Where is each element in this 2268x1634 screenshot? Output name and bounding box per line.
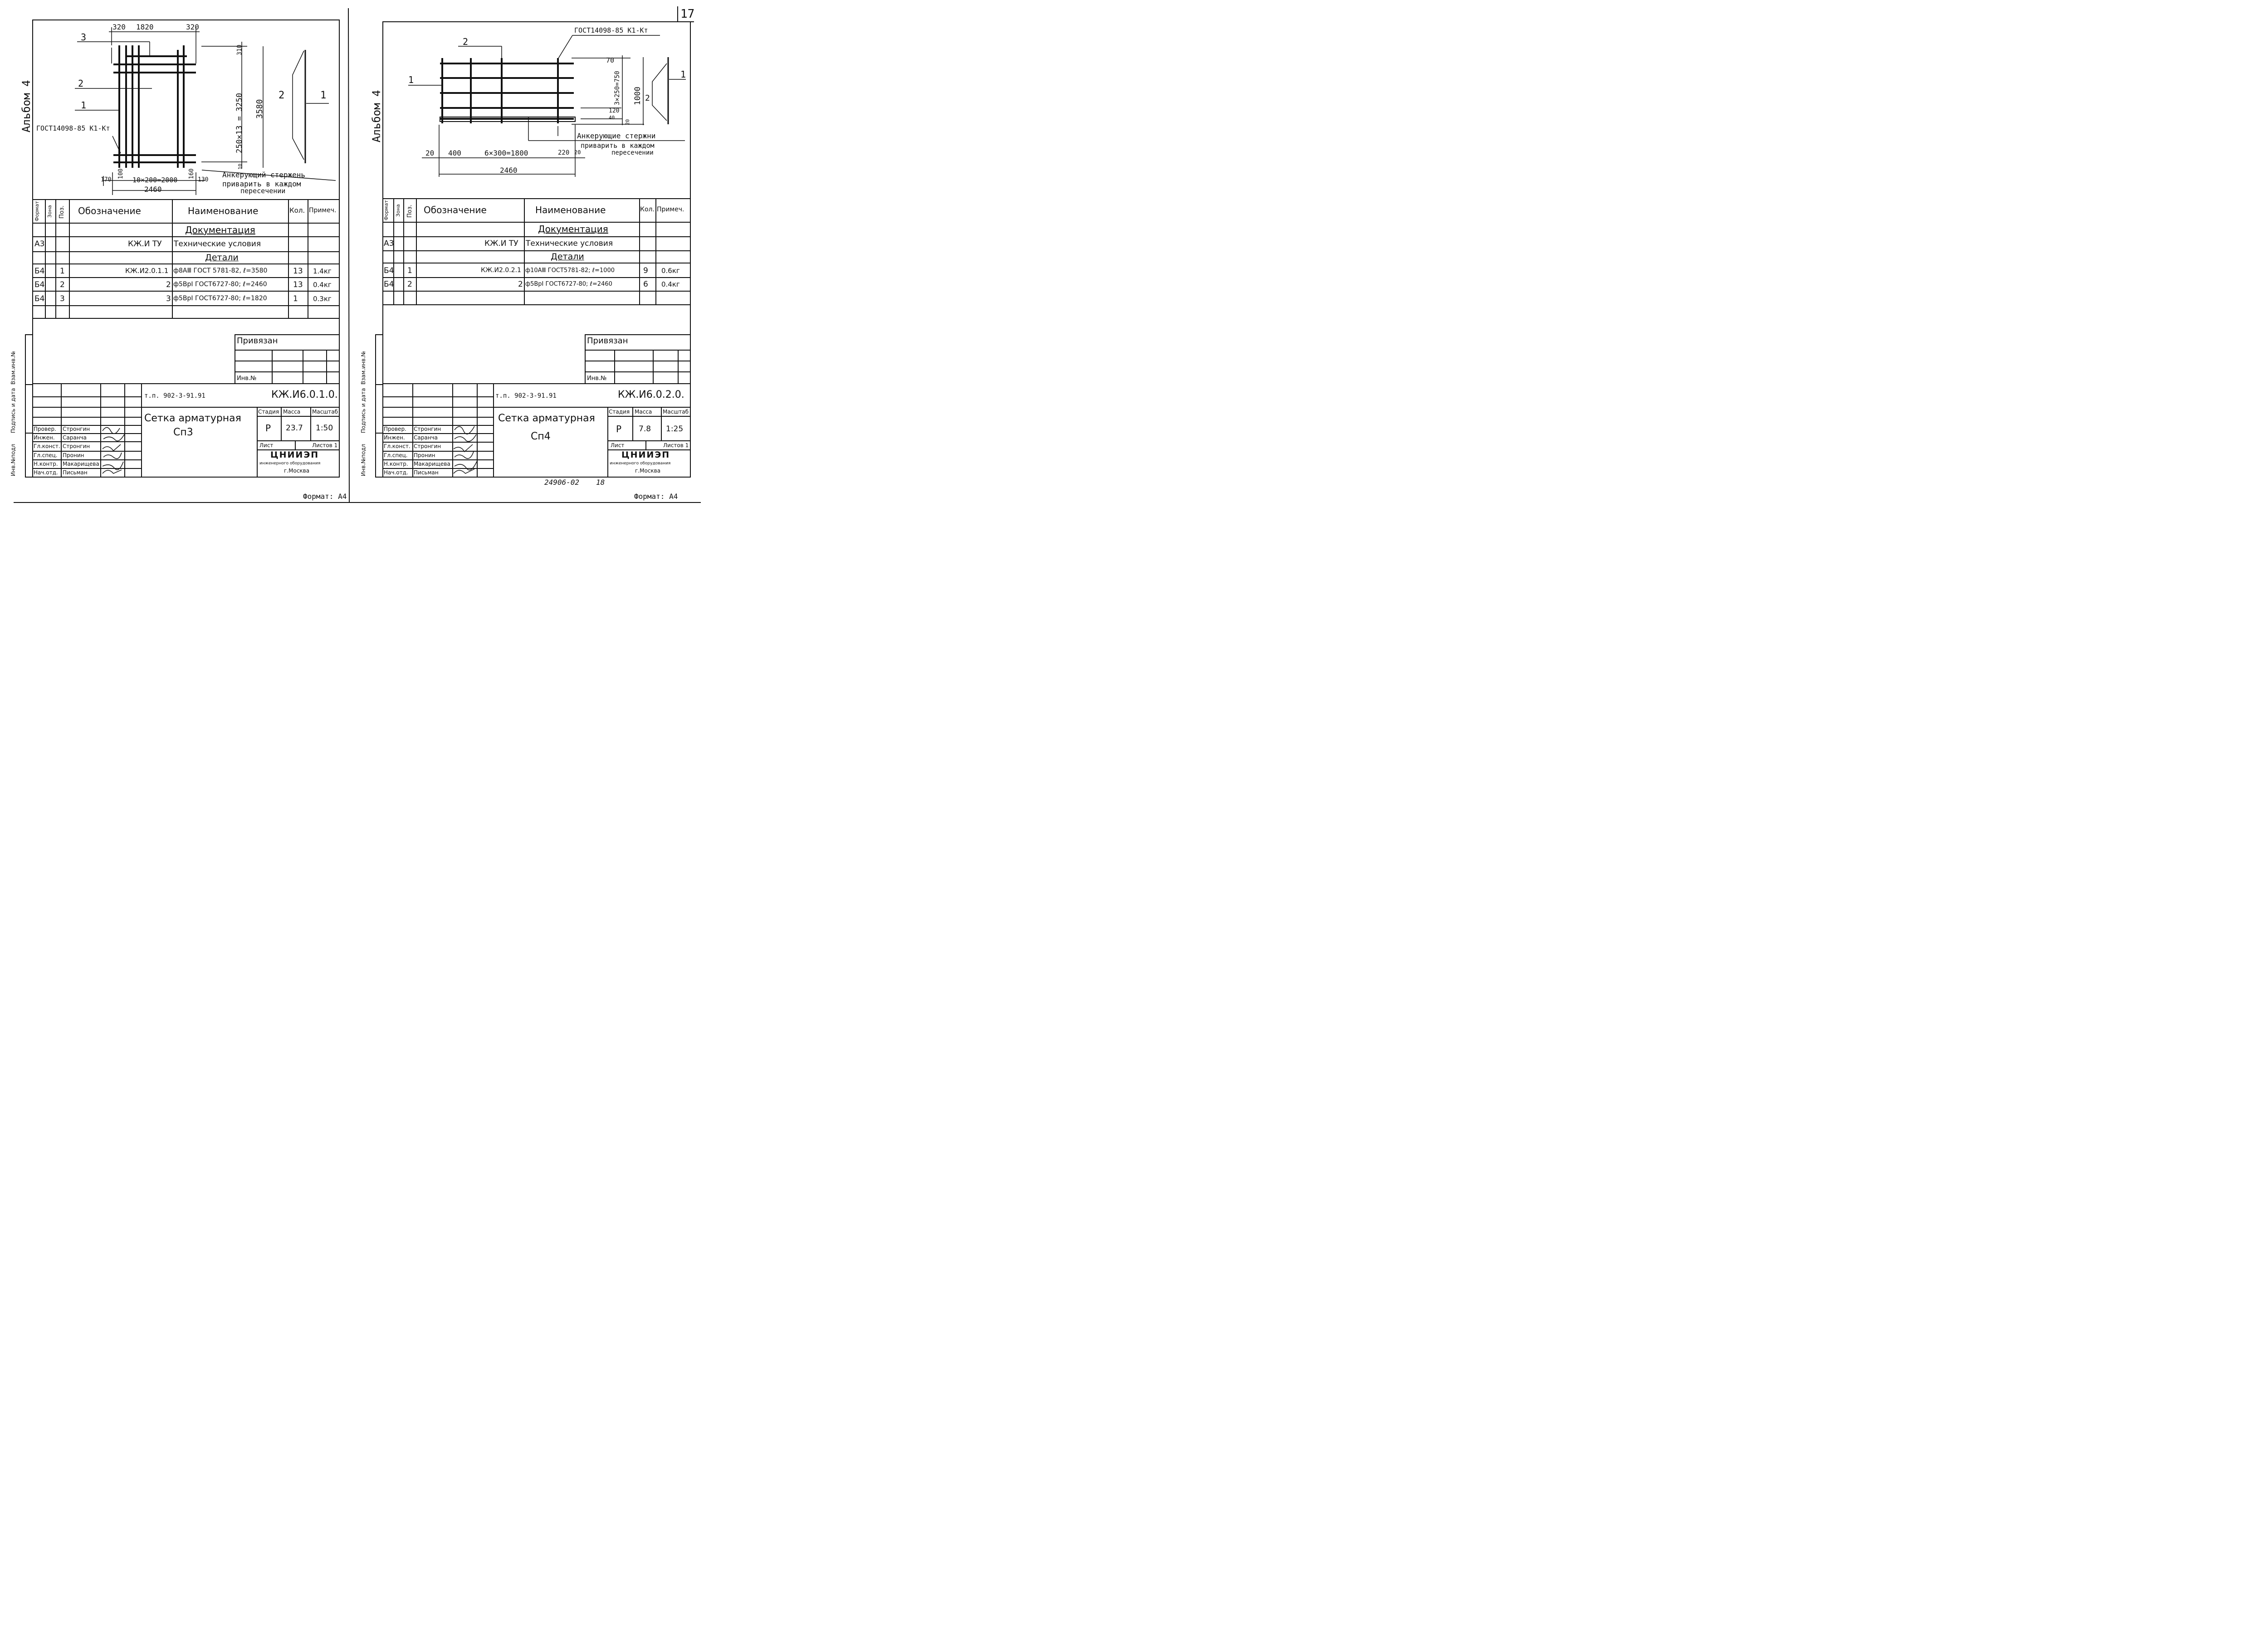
scale-value: 1:25 (666, 424, 684, 434)
side-stamp-inv-podl: Инв.№подл (360, 444, 367, 476)
spec-row-format: Б4 (34, 280, 45, 289)
dim-bottom-400: 400 (448, 149, 461, 157)
stage-header: Стадия (258, 409, 279, 415)
album-label: Альбом 4 (370, 90, 383, 142)
drawing-title-line2: Сп4 (531, 431, 551, 442)
spec-row-note: 1.4кг (313, 267, 332, 275)
anchor-note-2: приварить в каждом (581, 141, 655, 150)
spec-row-note: 0.4кг (313, 281, 332, 289)
inv-no-label: Инв.№ (587, 375, 607, 382)
dim-top-right: 320 (186, 23, 199, 31)
spec-row-format: Б4 (384, 266, 394, 275)
role-label: Инжен. (384, 434, 405, 441)
mass-header: Масса (635, 409, 652, 415)
role-label: Инжен. (34, 434, 55, 441)
spec-row-qty: 13 (293, 280, 303, 289)
dim-right-20: 20 (625, 119, 631, 125)
spec-section-details: Детали (205, 253, 239, 263)
spec-row-designation: КЖ.И2.0.1.1 (125, 267, 169, 275)
spec-row-qty: 13 (293, 267, 303, 276)
anchor-note-3: пересечении (611, 149, 654, 156)
spec-section-details: Детали (551, 252, 584, 262)
spec-row-designation: КЖ.И2.0.2.1 (481, 267, 521, 274)
role-label: Гл.конст. (384, 443, 411, 449)
spec-row-pos: 1 (407, 266, 412, 275)
spec-header-format: Формат (383, 200, 389, 220)
person-name: Стронгин (63, 443, 90, 449)
document-code: КЖ.И6.0.1.0. (271, 389, 338, 400)
footer-code: 24906-02 (544, 478, 580, 487)
drawing-title-line1: Сетка арматурная (498, 413, 595, 424)
spec-header-note: Примеч. (309, 207, 337, 214)
dim-bottom-170: 170 (101, 176, 112, 183)
person-name: Стронгин (414, 443, 441, 449)
spec-section-documentation: Документация (538, 224, 608, 234)
signatures-right (0, 0, 711, 510)
person-name: Стронгин (63, 426, 90, 432)
side-stamp-signature-date: Подпись и дата (360, 388, 367, 433)
section-label-1: 1 (680, 69, 686, 80)
stage-value: Р (265, 423, 271, 434)
mass-header: Масса (283, 409, 301, 415)
spec-section-documentation: Документация (185, 224, 255, 235)
spec-row-designation: КЖ.И ТУ (128, 239, 162, 249)
spec-row-name: Технические условия (526, 239, 613, 248)
side-stamp-vzam-inv: Взам.инв.№ (360, 351, 367, 385)
privyazan-label: Привязан (587, 336, 628, 346)
person-name: Пронин (414, 452, 435, 458)
spec-row-qty: 1 (293, 294, 298, 303)
scale-header: Масштаб (663, 409, 689, 415)
dim-bottom-220: 220 (558, 149, 570, 156)
mass-value: 7.8 (639, 424, 651, 434)
album-label: Альбом 4 (20, 80, 33, 132)
role-label: Гл.конст. (34, 443, 60, 449)
spec-row-pos: 1 (60, 267, 65, 276)
spec-row-pos: 2 (60, 280, 65, 289)
format-label: Формат: А4 (303, 492, 347, 501)
organization-subtitle: инженерного оборудования (259, 461, 321, 466)
side-stamp-signature-date: Подпись и дата (10, 388, 16, 433)
person-name: Письман (63, 469, 88, 476)
gost-weld-label: ГОСТ14098-85 К1-Кт (574, 26, 648, 34)
spec-header-designation: Обозначение (78, 205, 141, 216)
person-name: Саранча (414, 434, 438, 441)
dim-right-total: 3580 (255, 99, 264, 119)
spec-row-name: Технические условия (174, 239, 261, 249)
project-number: т.п. 902-3-91.91 (495, 392, 557, 400)
spec-row-name: ф5ВрⅠ ГОСТ6727-80; ℓ=1820 (173, 295, 267, 302)
spec-row-format: А3 (384, 239, 394, 248)
anchor-note-1: Анкерующий стержень (222, 171, 306, 179)
spec-row-pos: 3 (60, 294, 65, 303)
organization-subtitle: инженерного оборудования (610, 461, 671, 466)
spec-header-designation: Обозначение (424, 205, 487, 215)
dim-bottom-mid: 6×300=1800 (484, 149, 528, 157)
sheet-label: Лист (259, 442, 274, 449)
sheet-label: Лист (611, 442, 625, 449)
dim-bottom-20b: 20 (574, 149, 581, 156)
privyazan-label: Привязан (237, 336, 278, 346)
spec-row-qty: 9 (643, 266, 648, 275)
person-name: Макарищева (414, 461, 450, 467)
role-label: Гл.спец. (34, 452, 58, 458)
dim-right-top: 310 (236, 44, 243, 55)
position-label-3: 3 (81, 32, 87, 43)
position-label-2: 2 (78, 78, 84, 89)
section-label-2: 2 (645, 93, 650, 103)
organization-name: ЦНИИЭП (621, 450, 670, 460)
spec-row-name: ф5ВрⅠ ГОСТ6727-80; ℓ=2460 (525, 281, 612, 288)
person-name: Письман (414, 469, 439, 476)
person-name: Пронин (63, 452, 84, 458)
dim-right-bottom: 10 (237, 163, 243, 170)
section-label-1: 1 (320, 90, 327, 101)
section-label-2: 2 (279, 90, 285, 101)
role-label: Нач.отд. (34, 469, 58, 476)
spec-row-name: ф10АⅢ ГОСТ5781-82; ℓ=1000 (525, 267, 615, 274)
inv-no-label: Инв.№ (237, 375, 257, 382)
spec-row-format: А3 (34, 239, 45, 249)
position-label-1: 1 (81, 100, 87, 111)
dim-right-top: 70 (606, 56, 615, 64)
person-name: Стронгин (414, 426, 441, 432)
person-name: Макарищева (63, 461, 99, 467)
spec-header-zone: Зона (47, 205, 53, 218)
footer-page: 18 (596, 478, 605, 487)
page-number: 17 (680, 7, 695, 21)
dim-right-40: 40 (609, 115, 615, 121)
dim-bottom-mid: 10×200=2000 (132, 176, 178, 184)
dim-bottom-20: 20 (425, 149, 435, 157)
drawing-title-line2: Сп3 (173, 427, 193, 438)
dim-bottom-130: 130 (198, 176, 209, 183)
dim-total: 2460 (144, 185, 162, 194)
spec-row-note: 0.6кг (661, 267, 680, 275)
dim-bottom-160: 160 (188, 168, 195, 179)
gost-weld-label: ГОСТ14098-85 К1-Кт (36, 124, 110, 132)
spec-row-format: Б4 (34, 294, 45, 303)
anchor-note-1: Анкерующие стержни (577, 132, 656, 140)
position-label-2: 2 (463, 36, 469, 47)
side-stamp-vzam-inv: Взам.инв.№ (10, 351, 16, 385)
role-label: Провер. (384, 426, 406, 432)
spec-row-qty: 6 (643, 280, 648, 289)
spec-row-name: ф8АⅢ ГОСТ 5781-82, ℓ=3580 (173, 267, 268, 274)
sheets-count-label: Листов 1 (663, 442, 689, 449)
project-number: т.п. 902-3-91.91 (144, 392, 205, 400)
dim-right-mid: 250×13 = 3250 (235, 93, 244, 153)
spec-header-format: Формат (34, 201, 40, 221)
dim-top-left: 320 (112, 23, 126, 31)
role-label: Н.контр. (384, 461, 408, 467)
spec-row-designation: 3 (166, 294, 171, 303)
dim-right-120: 120 (609, 107, 620, 114)
role-label: Н.контр. (34, 461, 58, 467)
mass-value: 23.7 (286, 424, 303, 433)
spec-header-name: Наименование (535, 205, 606, 215)
stage-header: Стадия (609, 409, 630, 415)
spec-header-pos: Поз. (59, 205, 65, 219)
spec-header-name: Наименование (188, 205, 259, 216)
sheets-count-label: Листов 1 (312, 442, 338, 449)
spec-header-pos: Поз. (406, 205, 413, 218)
spec-row-name: ф5ВрⅠ ГОСТ6727-80; ℓ=2460 (173, 281, 267, 288)
scale-header: Масштаб (312, 409, 338, 415)
spec-row-format: Б4 (34, 267, 45, 276)
role-label: Провер. (34, 426, 56, 432)
spec-row-format: Б4 (384, 280, 394, 289)
dim-right-mid: 3×250=750 (614, 71, 621, 105)
organization-city: г.Москва (284, 468, 310, 474)
document-code: КЖ.И6.0.2.0. (618, 389, 684, 400)
role-label: Нач.отд. (384, 469, 408, 476)
spec-row-note: 0.4кг (661, 280, 680, 288)
spec-row-pos: 2 (407, 280, 412, 289)
spec-header-zone: Зона (395, 204, 401, 217)
dim-total: 2460 (500, 166, 518, 175)
spec-header-qty: Кол. (289, 206, 305, 215)
spec-row-designation: 2 (166, 280, 171, 289)
dim-top-mid: 1820 (136, 23, 154, 31)
drawing-title-line1: Сетка арматурная (144, 413, 241, 424)
scale-value: 1:50 (316, 424, 333, 433)
dim-bottom-100: 100 (117, 168, 124, 179)
anchor-note-3: пересечении (240, 187, 286, 195)
spec-row-designation: 2 (518, 280, 523, 289)
anchor-note-2: приварить в каждом (222, 180, 301, 188)
organization-city: г.Москва (635, 468, 661, 474)
spec-header-qty: Кол. (640, 206, 655, 213)
role-label: Гл.спец. (384, 452, 408, 458)
organization-name: ЦНИИЭП (270, 450, 319, 460)
spec-row-note: 0.3кг (313, 295, 332, 303)
dim-right-total: 1000 (633, 87, 642, 105)
format-label: Формат: А4 (634, 492, 678, 501)
spec-header-note: Примеч. (657, 206, 684, 213)
position-label-1: 1 (408, 74, 414, 85)
person-name: Саранча (63, 434, 87, 441)
stage-value: Р (616, 424, 622, 434)
side-stamp-inv-podl: Инв.№подл (10, 444, 16, 476)
spec-row-designation: КЖ.И ТУ (484, 239, 518, 248)
